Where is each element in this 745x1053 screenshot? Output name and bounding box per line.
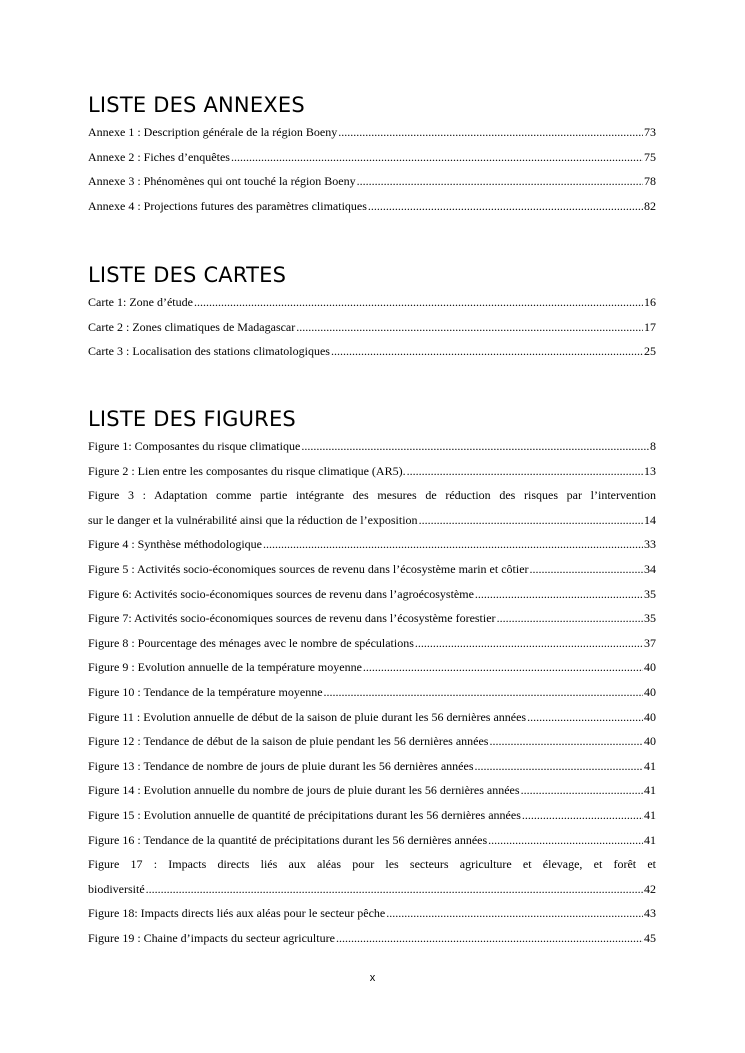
toc-entry[interactable] [88, 459, 656, 484]
figures-list [88, 434, 656, 950]
toc-leader-dots [338, 120, 643, 145]
toc-entry-title: Figure 7: Activités socio-économiques sources de revenu dans l’écosystème forestier [88, 611, 496, 626]
toc-entry[interactable] [88, 339, 656, 364]
toc-entry-title: Figure 9 : Evolution annuelle de la température moyenne [88, 660, 362, 675]
toc-entry-page: 75 [644, 149, 656, 164]
toc-entry-title: Figure 8 : Pourcentage des ménages avec le nombre de spéculations [88, 635, 414, 650]
toc-entry-page: 43 [644, 906, 656, 921]
toc-leader-dots [263, 532, 643, 557]
figures-heading: LISTE DES FIGURES [88, 407, 296, 431]
toc-entry[interactable] [88, 508, 656, 533]
toc-entry-page: 37 [644, 635, 656, 650]
toc-leader-dots [415, 631, 643, 656]
toc-entry[interactable] [88, 828, 656, 853]
toc-entry-page: 42 [644, 881, 656, 896]
toc-entry-title: Annexe 4 : Projections futures des paramètres climatiques [88, 198, 367, 213]
page-number: x [369, 972, 376, 984]
toc-leader-dots [489, 729, 643, 754]
toc-entry-title: Carte 1: Zone d’étude [88, 295, 193, 309]
toc-entry[interactable] [88, 729, 656, 754]
toc-leader-dots [331, 339, 643, 364]
toc-leader-dots [522, 803, 643, 828]
toc-leader-dots [301, 434, 649, 459]
toc-entry-page: 40 [644, 684, 656, 699]
toc-entry-title: Figure 16 : Tendance de la quantité de précipitations durant les 56 dernières années [88, 832, 488, 847]
toc-entry[interactable] [88, 901, 656, 926]
toc-entry[interactable] [88, 680, 656, 705]
toc-entry-page: 78 [644, 174, 656, 189]
toc-entry[interactable] [88, 926, 656, 951]
toc-entry-page: 14 [644, 512, 656, 527]
toc-entry-page: 35 [644, 611, 656, 626]
toc-entry-page: 41 [644, 832, 656, 847]
toc-leader-dots [296, 315, 643, 340]
toc-entry-page: 41 [644, 783, 656, 798]
toc-leader-dots [231, 145, 643, 170]
toc-entry[interactable] [88, 803, 656, 828]
toc-entry-page: 40 [644, 734, 656, 749]
toc-entry-page: 34 [644, 561, 656, 576]
toc-entry-title: Figure 2 : Lien entre les composantes du risque climatique (AR5). [88, 463, 406, 478]
toc-entry-title: Annexe 2 : Fiches d’enquêtes [88, 149, 230, 164]
toc-leader-dots [521, 778, 643, 803]
toc-leader-dots [324, 680, 643, 705]
cartes-section [88, 260, 656, 364]
toc-entry-page: 45 [644, 930, 656, 945]
toc-leader-dots [497, 606, 643, 631]
toc-entry-title: Figure 12 : Tendance de début de la saison de pluie pendant les 56 dernières années [88, 734, 489, 749]
toc-entry-title: Carte 2 : Zones climatiques de Madagascar [88, 319, 296, 334]
toc-entry[interactable] [88, 532, 656, 557]
toc-entry[interactable] [88, 434, 656, 459]
toc-entry-page: 13 [644, 463, 656, 478]
toc-entry-title: Figure 6: Activités socio-économiques sources de revenu dans l’agroécosystème [88, 586, 474, 601]
toc-entry[interactable] [88, 194, 656, 219]
toc-entry[interactable] [88, 606, 656, 631]
toc-entry-title: Figure 15 : Evolution annuelle de quantité de précipitations durant les 56 dernières années [88, 807, 521, 822]
toc-leader-dots [488, 828, 643, 853]
toc-entry[interactable] [88, 631, 656, 656]
toc-leader-dots [407, 459, 643, 484]
toc-entry[interactable] [88, 778, 656, 803]
toc-entry-page: 25 [644, 344, 656, 359]
toc-entry-page: 17 [644, 319, 656, 334]
toc-leader-dots [474, 754, 643, 779]
figures-section [88, 404, 656, 950]
toc-leader-dots [527, 705, 643, 730]
toc-entry-line: Figure 17 : Impacts directs liés aux aléas pour les secteurs agriculture et élevage, et forêt et [88, 857, 656, 872]
toc-entry-page: 82 [644, 198, 656, 213]
toc-entry-page: 73 [644, 125, 656, 139]
toc-entry-line: Figure 3 : Adaptation comme partie intégrante des mesures de réduction des risques par l’intervention [88, 488, 656, 503]
toc-entry-title: Figure 11 : Evolution annuelle de début de la saison de pluie durant les 56 dernières années [88, 709, 527, 724]
toc-entry-title: Figure 5 : Activités socio-économiques sources de revenu dans l’écosystème marin et côtier [88, 561, 529, 576]
toc-leader-dots [194, 290, 643, 315]
toc-entry-title: Figure 14 : Evolution annuelle du nombre de jours de pluie durant les 56 dernières années [88, 783, 520, 798]
toc-entry[interactable] [88, 290, 656, 315]
cartes-heading: LISTE DES CARTES [88, 263, 287, 287]
toc-entry-title: Figure 4 : Synthèse méthodologique [88, 537, 262, 552]
toc-entry[interactable] [88, 655, 656, 680]
toc-leader-dots [475, 582, 643, 607]
toc-entry[interactable] [88, 705, 656, 730]
toc-entry[interactable] [88, 145, 656, 170]
toc-leader-dots [363, 655, 643, 680]
toc-entry[interactable] [88, 120, 656, 145]
toc-entry-page: 35 [644, 586, 656, 601]
annexes-section [88, 90, 656, 218]
toc-entry[interactable] [88, 557, 656, 582]
toc-leader-dots [386, 901, 643, 926]
toc-entry-page: 41 [644, 807, 656, 822]
annexes-list [88, 120, 656, 218]
toc-entry[interactable] [88, 169, 656, 194]
toc-leader-dots [146, 877, 643, 902]
toc-entry-title: Figure 10 : Tendance de la température moyenne [88, 684, 323, 699]
toc-entry-title: Figure 1: Composantes du risque climatique [88, 439, 301, 453]
toc-entry-title: Figure 18: Impacts directs liés aux aléas pour le secteur pêche [88, 906, 386, 921]
toc-entry[interactable] [88, 582, 656, 607]
toc-entry-title: Annexe 3 : Phénomènes qui ont touché la région Boeny [88, 174, 356, 189]
toc-entry-page: 41 [644, 758, 656, 773]
toc-entry-title: Carte 3 : Localisation des stations climatologiques [88, 344, 330, 359]
toc-leader-dots [357, 169, 643, 194]
annexes-heading: LISTE DES ANNEXES [88, 93, 305, 117]
toc-leader-dots [368, 194, 643, 219]
toc-entry-page: 40 [644, 709, 656, 724]
toc-entry-title: biodiversité [88, 881, 145, 896]
toc-entry-title: Figure 13 : Tendance de nombre de jours de pluie durant les 56 dernières années [88, 758, 474, 773]
toc-entry-page: 8 [650, 439, 656, 453]
toc-entry-page: 33 [644, 537, 656, 552]
toc-entry-page: 16 [644, 295, 656, 309]
toc-leader-dots [336, 926, 643, 951]
toc-leader-dots [419, 508, 643, 533]
toc-entry-page: 40 [644, 660, 656, 675]
toc-entry-title: Figure 19 : Chaine d’impacts du secteur agriculture [88, 930, 335, 945]
toc-entry[interactable] [88, 877, 656, 902]
toc-entry-title: sur le danger et la vulnérabilité ainsi que la réduction de l’exposition [88, 512, 418, 527]
toc-entry[interactable] [88, 754, 656, 779]
toc-entry[interactable] [88, 315, 656, 340]
toc-entry-title: Annexe 1 : Description générale de la région Boeny [88, 125, 338, 139]
cartes-list [88, 290, 656, 364]
toc-leader-dots [530, 557, 643, 582]
